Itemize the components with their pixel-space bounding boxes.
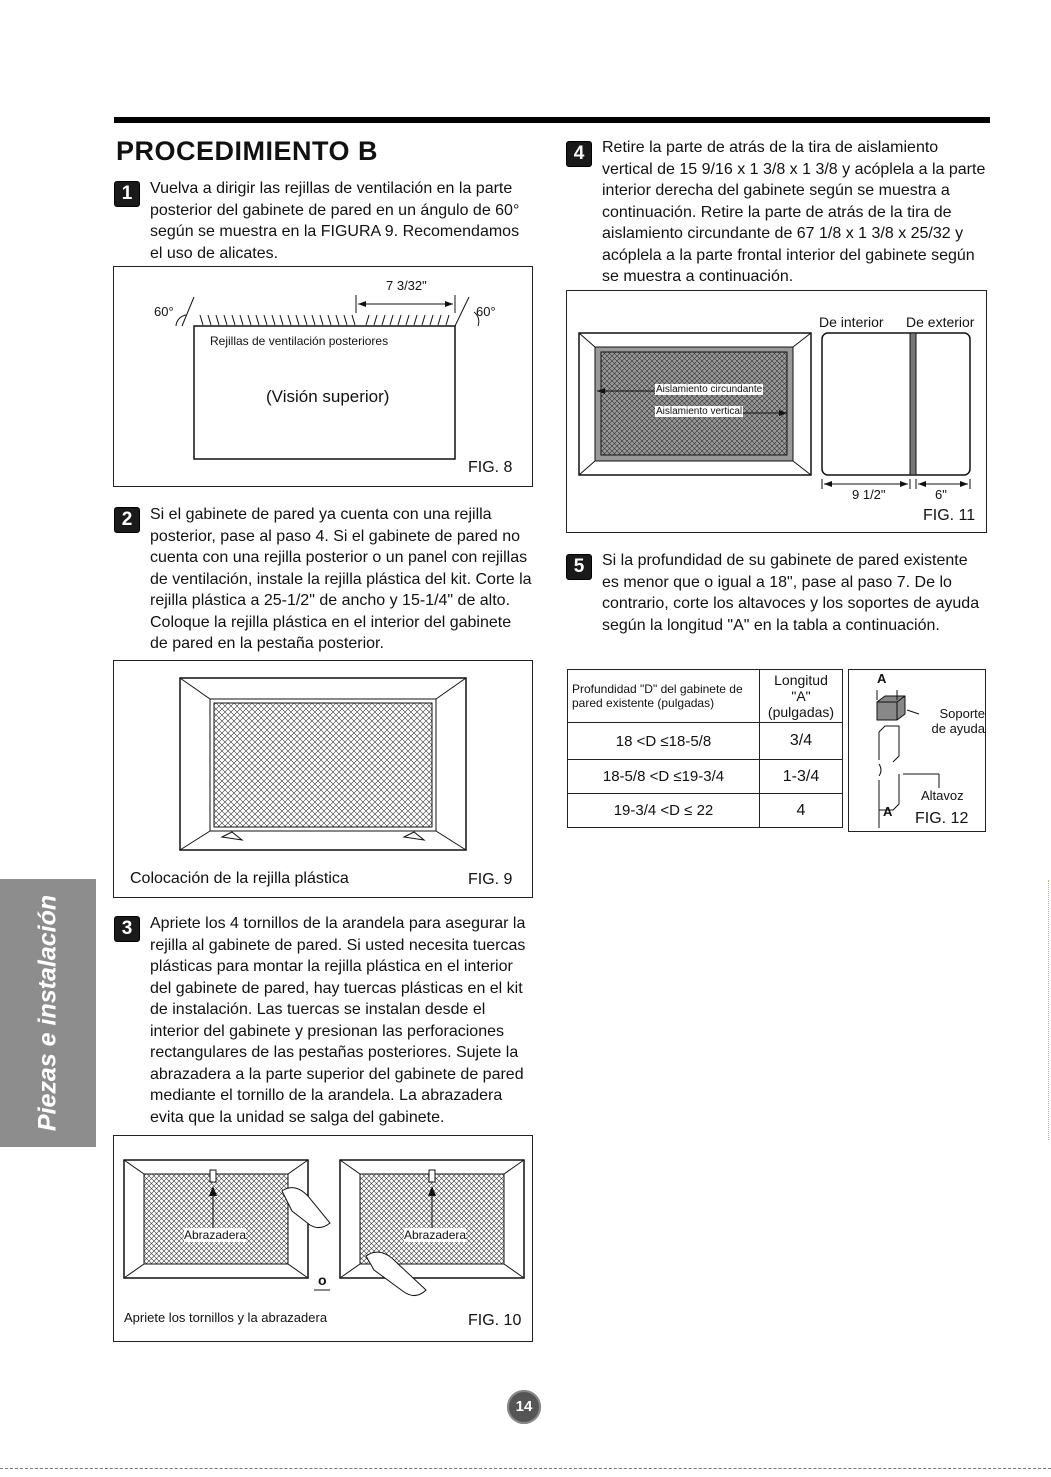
- a-top-label: A: [877, 671, 887, 686]
- insulation-vertical-label: Aislamiento vertical: [656, 406, 743, 417]
- figure-12: [848, 669, 986, 832]
- fig9-diagram: [114, 661, 532, 897]
- clamp-left-label: Abrazadera: [184, 1228, 247, 1242]
- page-number: 14: [507, 1390, 541, 1424]
- insulation-surround-label: Aislamiento circundante: [656, 384, 763, 395]
- step-number: 3: [114, 916, 140, 942]
- a-bottom-label: A: [883, 804, 893, 819]
- step-2: [114, 504, 532, 655]
- step-text: Vuelva a dirigir las rejillas de ventilación en la parte posterior del gabinete de pared en un ángulo de 60° según se muestra en la FIGURA 9. Recomendamos el uso de alicates.: [150, 180, 520, 262]
- side-section-tab: [0, 879, 96, 1147]
- fig9-caption: Colocación de la rejilla plástica: [130, 870, 349, 887]
- fig11-label: FIG. 11: [923, 507, 976, 524]
- step-5: [566, 550, 986, 636]
- length-table: [567, 669, 843, 828]
- depth-cell: 18 <D ≤18-5/8: [568, 723, 760, 760]
- support-label: Soporte de ayuda: [931, 706, 985, 736]
- vents-label: Rejillas de ventilación posteriores: [210, 334, 389, 348]
- angle-right-label: 60°: [476, 304, 496, 319]
- step-text: Si el gabinete de pared ya cuenta con una rejilla posterior, pase al paso 4. Si el gabinete de pared no cuenta con una rejilla posterior o un panel con rejillas de ventilación, instale la rejilla plástica del kit. Corte la rejilla plástica a 25-1/2" de ancho y 15-1/4" de alto. Coloque la rejilla plástica en el interior del gabinete de pared en la pestaña posterior.: [150, 506, 532, 652]
- angle-left-label: 60°: [154, 304, 174, 319]
- dim-left-label: 9 1/2": [852, 487, 886, 502]
- table-row: [568, 723, 843, 760]
- step-number: 2: [114, 507, 140, 533]
- figure-8: [113, 266, 533, 487]
- fig12-label: FIG. 12: [915, 810, 969, 827]
- step-text: Retire la parte de atrás de la tira de aislamiento vertical de 15 9/16 x 1 3/8 x 1 3/8 y acóplela a la parte interior derecha del gabinete según se muestra a continuación. Retire la parte de atrás de la tira de aislamiento circundante de 67 1/8 x 1 3/8 x 25/32 y acóplela a la parte frontal interior del gabinete según se muestra a continuación.: [602, 139, 986, 285]
- dimension-label: 7 3/32": [386, 278, 427, 293]
- header-depth: Profundidad "D" del gabinete de pared existente (pulgadas): [568, 670, 760, 723]
- view-label: (Visión superior): [266, 387, 390, 406]
- fig10-caption: Apriete los tornillos y la abrazadera: [124, 1310, 328, 1325]
- depth-cell: 19-3/4 <D ≤ 22: [568, 794, 760, 828]
- depth-cell: 18-5/8 <D ≤19-3/4: [568, 760, 760, 794]
- step-3: [114, 913, 532, 1128]
- fig8-diagram: [114, 267, 532, 486]
- figure-10: [113, 1135, 533, 1342]
- step-4: [566, 137, 986, 288]
- step-number: 4: [566, 141, 592, 167]
- length-cell: 3/4: [760, 723, 843, 760]
- step-text: Apriete los 4 tornillos de la arandela para asegurar la rejilla al gabinete de pared. Si usted necesita tuercas plásticas para montar la rejilla plástica en el interior del gabinete de pared, hay tuercas plásticas en el kit de instalación. Las tuercas se instalan desde el interior del gabinete y presionan las perforaciones rectangulares de las pestañas posteriores. Sujete la abrazadera a la parte superior del gabinete de pared mediante el tornillo de la arandela. La abrazadera evita que la unidad se salga del gabinete.: [150, 915, 526, 1126]
- step-1: [114, 178, 532, 264]
- bottom-cut-line: [0, 1468, 1051, 1469]
- figure-9: [113, 660, 533, 898]
- right-edge-dashes: [1048, 880, 1049, 1140]
- fig12-diagram: [849, 670, 985, 831]
- step-text: Si la profundidad de su gabinete de pared existente es menor que o igual a 18", pase al paso 7. De lo contrario, corte los altavoces y los soportes de ayuda según la longitud "A" en la tabla a continuación.: [602, 552, 980, 634]
- fig8-label: FIG. 8: [468, 459, 513, 476]
- side-tab-label: Piezas e instalación: [33, 894, 62, 1132]
- dim-right-label: 6": [935, 487, 947, 502]
- speaker-label: Altavoz: [921, 788, 964, 803]
- length-cell: 4: [760, 794, 843, 828]
- exterior-label: De exterior: [906, 314, 975, 330]
- table-row: [568, 760, 843, 794]
- interior-label: De interior: [819, 314, 884, 330]
- header-length: Longitud "A" (pulgadas): [760, 670, 843, 723]
- table-row: [568, 794, 843, 828]
- figure-11: [566, 290, 987, 533]
- or-label: o: [318, 1272, 327, 1288]
- top-rule: [114, 117, 990, 123]
- length-cell: 1-3/4: [760, 760, 843, 794]
- page-title: PROCEDIMIENTO B: [116, 136, 379, 166]
- clamp-right-label: Abrazadera: [404, 1228, 467, 1242]
- fig9-label: FIG. 9: [468, 871, 513, 888]
- table-header-row: [568, 670, 843, 723]
- fig10-label: FIG. 10: [468, 1312, 522, 1329]
- step-number: 5: [566, 554, 592, 580]
- step-number: 1: [114, 181, 140, 207]
